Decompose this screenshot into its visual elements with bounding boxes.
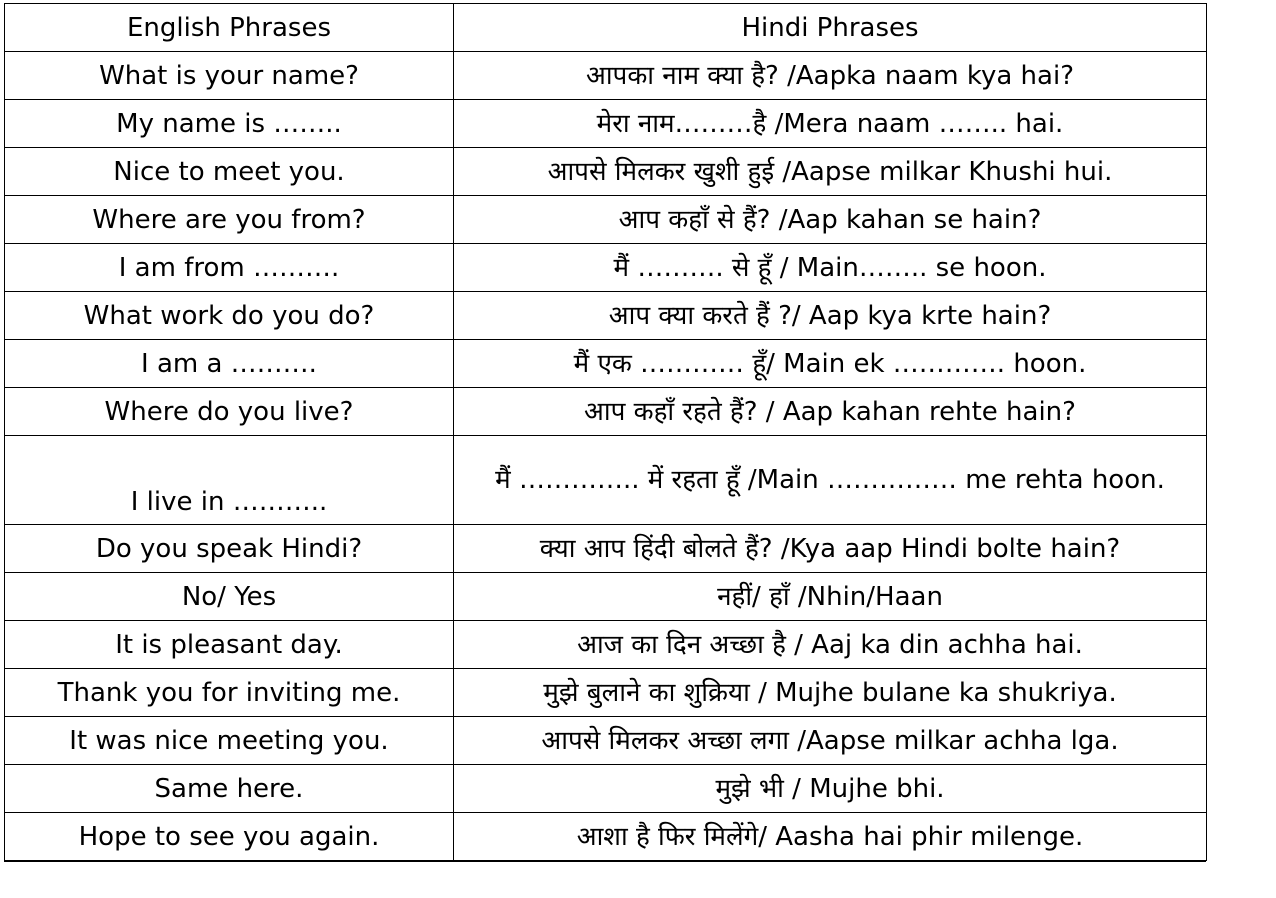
english-phrase: What is your name? [5, 52, 454, 100]
english-phrase: Do you speak Hindi? [5, 525, 454, 573]
phrases-table [4, 3, 1207, 861]
table-row [5, 717, 1207, 765]
hindi-phrase: क्या आप हिंदी बोलते हैं? /Kya aap Hindi bolte hain? [454, 525, 1207, 573]
table-row [5, 388, 1207, 436]
english-phrase: I am from ………. [5, 244, 454, 292]
english-phrase: My name is …….. [5, 100, 454, 148]
table-row [5, 340, 1207, 388]
hindi-phrase: मैं ………. से हूँ / Main…….. se hoon. [454, 244, 1207, 292]
table-row [5, 244, 1207, 292]
english-phrase: Nice to meet you. [5, 148, 454, 196]
table-row [5, 52, 1207, 100]
english-phrase: It is pleasant day. [5, 621, 454, 669]
english-phrase: It was nice meeting you. [5, 717, 454, 765]
table-row [5, 573, 1207, 621]
english-phrase: Same here. [5, 765, 454, 813]
table-header-row [5, 4, 1207, 52]
english-phrase: Where are you from? [5, 196, 454, 244]
header-english: English Phrases [5, 4, 454, 52]
hindi-phrase: आपसे मिलकर अच्छा लगा /Aapse milkar achha lga. [454, 717, 1207, 765]
hindi-phrase: आज का दिन अच्छा है / Aaj ka din achha hai. [454, 621, 1207, 669]
hindi-phrase: नहीं/ हाँ /Nhin/Haan [454, 573, 1207, 621]
english-phrase: What work do you do? [5, 292, 454, 340]
table-row [5, 765, 1207, 813]
table-row [5, 669, 1207, 717]
hindi-phrase: मुझे बुलाने का शुक्रिया / Mujhe bulane ka shukriya. [454, 669, 1207, 717]
table-row [5, 100, 1207, 148]
english-phrase: No/ Yes [5, 573, 454, 621]
table-bottom-rule [4, 860, 1206, 862]
header-hindi: Hindi Phrases [454, 4, 1207, 52]
table-row [5, 621, 1207, 669]
hindi-phrase: आप कहाँ से हैं? /Aap kahan se hain? [454, 196, 1207, 244]
table-row [5, 436, 1207, 525]
hindi-phrase: मैं ………….. में रहता हूँ /Main …………… me rehta hoon. [454, 436, 1207, 525]
english-phrase: Thank you for inviting me. [5, 669, 454, 717]
hindi-phrase: मेरा नाम………है /Mera naam …….. hai. [454, 100, 1207, 148]
english-phrase: Hope to see you again. [5, 813, 454, 861]
english-phrase: I live in ……….. [5, 436, 454, 525]
hindi-phrase: आप क्या करते हैं ?/ Aap kya krte hain? [454, 292, 1207, 340]
hindi-phrase: आपका नाम क्या है? /Aapka naam kya hai? [454, 52, 1207, 100]
table-row [5, 292, 1207, 340]
table-row [5, 148, 1207, 196]
hindi-phrase: मैं एक ………… हूँ/ Main ek …………. hoon. [454, 340, 1207, 388]
table-row [5, 196, 1207, 244]
hindi-phrase: आशा है फिर मिलेंगे/ Aasha hai phir milenge. [454, 813, 1207, 861]
table-row [5, 813, 1207, 861]
hindi-phrase: मुझे भी / Mujhe bhi. [454, 765, 1207, 813]
english-phrase: Where do you live? [5, 388, 454, 436]
hindi-phrase: आप कहाँ रहते हैं? / Aap kahan rehte hain? [454, 388, 1207, 436]
hindi-phrase: आपसे मिलकर खुशी हुई /Aapse milkar Khushi hui. [454, 148, 1207, 196]
english-phrase: I am a ………. [5, 340, 454, 388]
table-row [5, 525, 1207, 573]
